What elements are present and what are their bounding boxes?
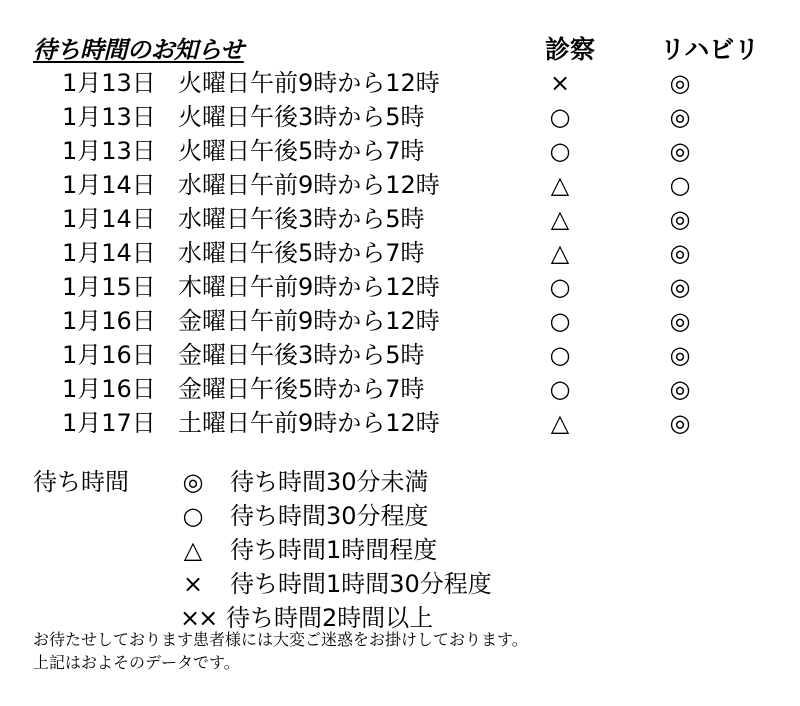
rehab-mark: ◎ (669, 205, 691, 233)
column-header-rehab: リハビリ (660, 35, 760, 64)
circle-icon: ○ (182, 502, 204, 530)
row-date: 1月14日 (62, 205, 156, 233)
rehab-mark: ◎ (669, 137, 691, 165)
notice-apology: お待たせしております患者様には大変ご迷惑をお掛けしております。 (33, 630, 528, 649)
table-row (0, 406, 800, 440)
row-time-slot: 木曜日午前9時から12時 (178, 273, 440, 301)
shinsatsu-mark: ○ (549, 307, 571, 335)
double-cross-icon: ×× (180, 604, 217, 632)
legend-label: 待ち時間 (33, 468, 129, 496)
shinsatsu-mark: ○ (549, 103, 571, 131)
table-row (0, 338, 800, 372)
row-time-slot: 水曜日午前9時から12時 (178, 171, 440, 199)
table-row (0, 100, 800, 134)
shinsatsu-mark: △ (550, 171, 570, 199)
rehab-mark: ◎ (669, 307, 691, 335)
legend-text: 待ち時間1時間程度 (230, 536, 438, 564)
legend-text: 待ち時間30分程度 (230, 502, 429, 530)
row-time-slot: 水曜日午後3時から5時 (178, 205, 425, 233)
rehab-mark: ◎ (669, 103, 691, 131)
row-time-slot: 火曜日午前9時から12時 (178, 69, 440, 97)
table-row (0, 168, 800, 202)
row-date: 1月13日 (62, 137, 156, 165)
row-date: 1月14日 (62, 239, 156, 267)
cross-icon: × (182, 570, 204, 598)
triangle-icon: △ (183, 536, 203, 564)
row-time-slot: 火曜日午後3時から5時 (178, 103, 425, 131)
row-time-slot: 水曜日午後5時から7時 (178, 239, 425, 267)
table-row (0, 66, 800, 100)
table-row (0, 372, 800, 406)
shinsatsu-mark: ○ (549, 375, 571, 403)
table-row (0, 134, 800, 168)
table-row (0, 236, 800, 270)
rehab-mark: ○ (669, 171, 691, 199)
row-date: 1月14日 (62, 171, 156, 199)
rehab-mark: ◎ (669, 69, 691, 97)
schedule-table (0, 66, 800, 440)
legend-text: 待ち時間2時間以上 (226, 604, 434, 632)
shinsatsu-mark: △ (550, 205, 570, 233)
rehab-mark: ◎ (669, 273, 691, 301)
row-date: 1月17日 (62, 409, 156, 437)
rehab-mark: ◎ (669, 409, 691, 437)
row-date: 1月13日 (62, 103, 156, 131)
row-time-slot: 金曜日午後3時から5時 (178, 341, 425, 369)
legend-text: 待ち時間30分未満 (230, 468, 429, 496)
row-date: 1月16日 (62, 341, 156, 369)
column-header-shinsatsu: 診察 (545, 35, 596, 64)
table-row (0, 304, 800, 338)
shinsatsu-mark: △ (550, 239, 570, 267)
double-circle-icon: ◎ (182, 468, 204, 496)
shinsatsu-mark: ○ (549, 137, 571, 165)
row-time-slot: 火曜日午後5時から7時 (178, 137, 425, 165)
shinsatsu-mark: ○ (549, 273, 571, 301)
row-date: 1月16日 (62, 307, 156, 335)
notice-disclaimer: 上記はおよそのデータです。 (33, 653, 240, 672)
page-title: 待ち時間のお知らせ (33, 36, 244, 64)
row-date: 1月16日 (62, 375, 156, 403)
row-date: 1月13日 (62, 69, 156, 97)
table-row (0, 270, 800, 304)
shinsatsu-mark: ○ (549, 341, 571, 369)
rehab-mark: ◎ (669, 375, 691, 403)
shinsatsu-mark: △ (550, 409, 570, 437)
row-time-slot: 金曜日午前9時から12時 (178, 307, 440, 335)
shinsatsu-mark: × (549, 69, 571, 97)
legend-text: 待ち時間1時間30分程度 (230, 570, 492, 598)
row-time-slot: 土曜日午前9時から12時 (178, 409, 440, 437)
rehab-mark: ◎ (669, 341, 691, 369)
row-date: 1月15日 (62, 273, 156, 301)
row-time-slot: 金曜日午後5時から7時 (178, 375, 425, 403)
rehab-mark: ◎ (669, 239, 691, 267)
table-row (0, 202, 800, 236)
